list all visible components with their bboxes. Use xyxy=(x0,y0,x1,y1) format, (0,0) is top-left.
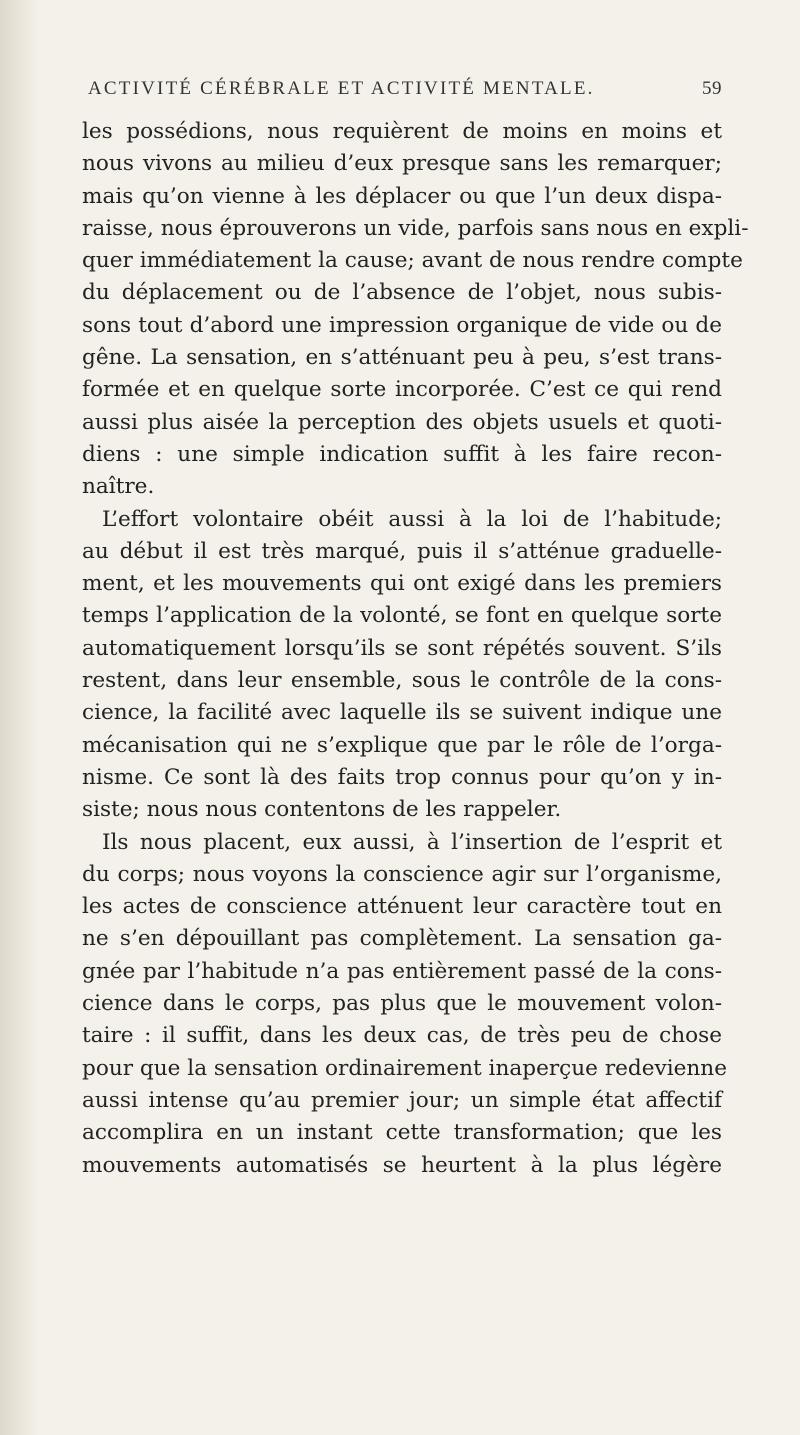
text-line: nisme. Ce sont là des faits trop connus pour qu’on y in- xyxy=(82,764,722,790)
running-title: ACTIVITÉ CÉRÉBRALE ET ACTIVITÉ MENTALE. xyxy=(88,78,595,99)
text-line: quer immédiatement la cause; avant de nous rendre compte xyxy=(82,248,743,274)
text-line: les possédions, nous requièrent de moins en moins et xyxy=(82,119,722,144)
paragraph-start-line: L’effort volontaire obéit aussi à la loi de l’habitude; xyxy=(102,506,722,532)
text-line: siste; nous nous contentons de les rappeler. xyxy=(82,797,562,823)
text-line: restent, dans leur ensemble, sous le contrôle de la cons- xyxy=(82,668,722,694)
text-line: diens : une simple indication suffit à les faire recon- xyxy=(82,441,722,467)
body-text xyxy=(82,116,749,1182)
text-line: ne s’en dépouillant pas complètement. La sensation ga- xyxy=(82,926,722,952)
text-line: au début il est très marqué, puis il s’atténue graduelle- xyxy=(82,538,722,564)
text-line: gnée par l’habitude n’a pas entièrement passé de la cons- xyxy=(82,958,722,984)
text-line: aussi plus aisée la perception des objets usuels et quoti- xyxy=(82,409,722,435)
running-header xyxy=(82,78,722,106)
paragraph-start-line: Ils nous placent, eux aussi, à l’insertion de l’esprit et xyxy=(102,829,722,855)
text-line: aussi intense qu’au premier jour; un simple état affectif xyxy=(82,1087,722,1113)
text-line: formée et en quelque sorte incorporée. C’est ce qui rend xyxy=(82,377,722,403)
text-line: cience, la facilité avec laquelle ils se suivent indique une xyxy=(82,700,722,726)
text-line: du corps; nous voyons la conscience agir sur l’organisme, xyxy=(82,861,722,887)
page-edge-shadow xyxy=(0,0,40,1435)
text-line: taire : il suffit, dans les deux cas, de très peu de chose xyxy=(82,1023,722,1049)
text-line: mais qu’on vienne à les déplacer ou que l’un deux dispa- xyxy=(82,183,722,209)
text-line: automatiquement lorsqu’ils se sont répétés souvent. S’ils xyxy=(82,635,722,661)
text-line: ment, et les mouvements qui ont exigé dans les premiers xyxy=(82,571,722,597)
page-number: 59 xyxy=(702,78,722,99)
text-line: sons tout d’abord une impression organique de vide ou de xyxy=(82,312,722,338)
text-line: les actes de conscience atténuent leur caractère tout en xyxy=(82,894,722,920)
text-line: mécanisation qui ne s’explique que par le rôle de l’orga- xyxy=(82,732,722,758)
text-line: cience dans le corps, pas plus que le mouvement volon- xyxy=(82,991,722,1017)
text-line: pour que la sensation ordinairement inaperçue redevienne xyxy=(82,1055,727,1081)
text-line: nous vivons au milieu d’eux presque sans les remarquer; xyxy=(82,151,722,177)
text-line: temps l’application de la volonté, se font en quelque sorte xyxy=(82,603,722,629)
text-line: mouvements automatisés se heurtent à la plus légère xyxy=(82,1152,722,1178)
text-line: accomplira en un instant cette transformation; que les xyxy=(82,1120,722,1146)
text-line: naître. xyxy=(82,474,155,500)
text-line: gêne. La sensation, en s’atténuant peu à peu, s’est trans- xyxy=(82,345,722,371)
text-line: raisse, nous éprouverons un vide, parfois sans nous en expli- xyxy=(82,215,749,241)
text-line: du déplacement ou de l’absence de l’objet, nous subis- xyxy=(82,280,722,306)
